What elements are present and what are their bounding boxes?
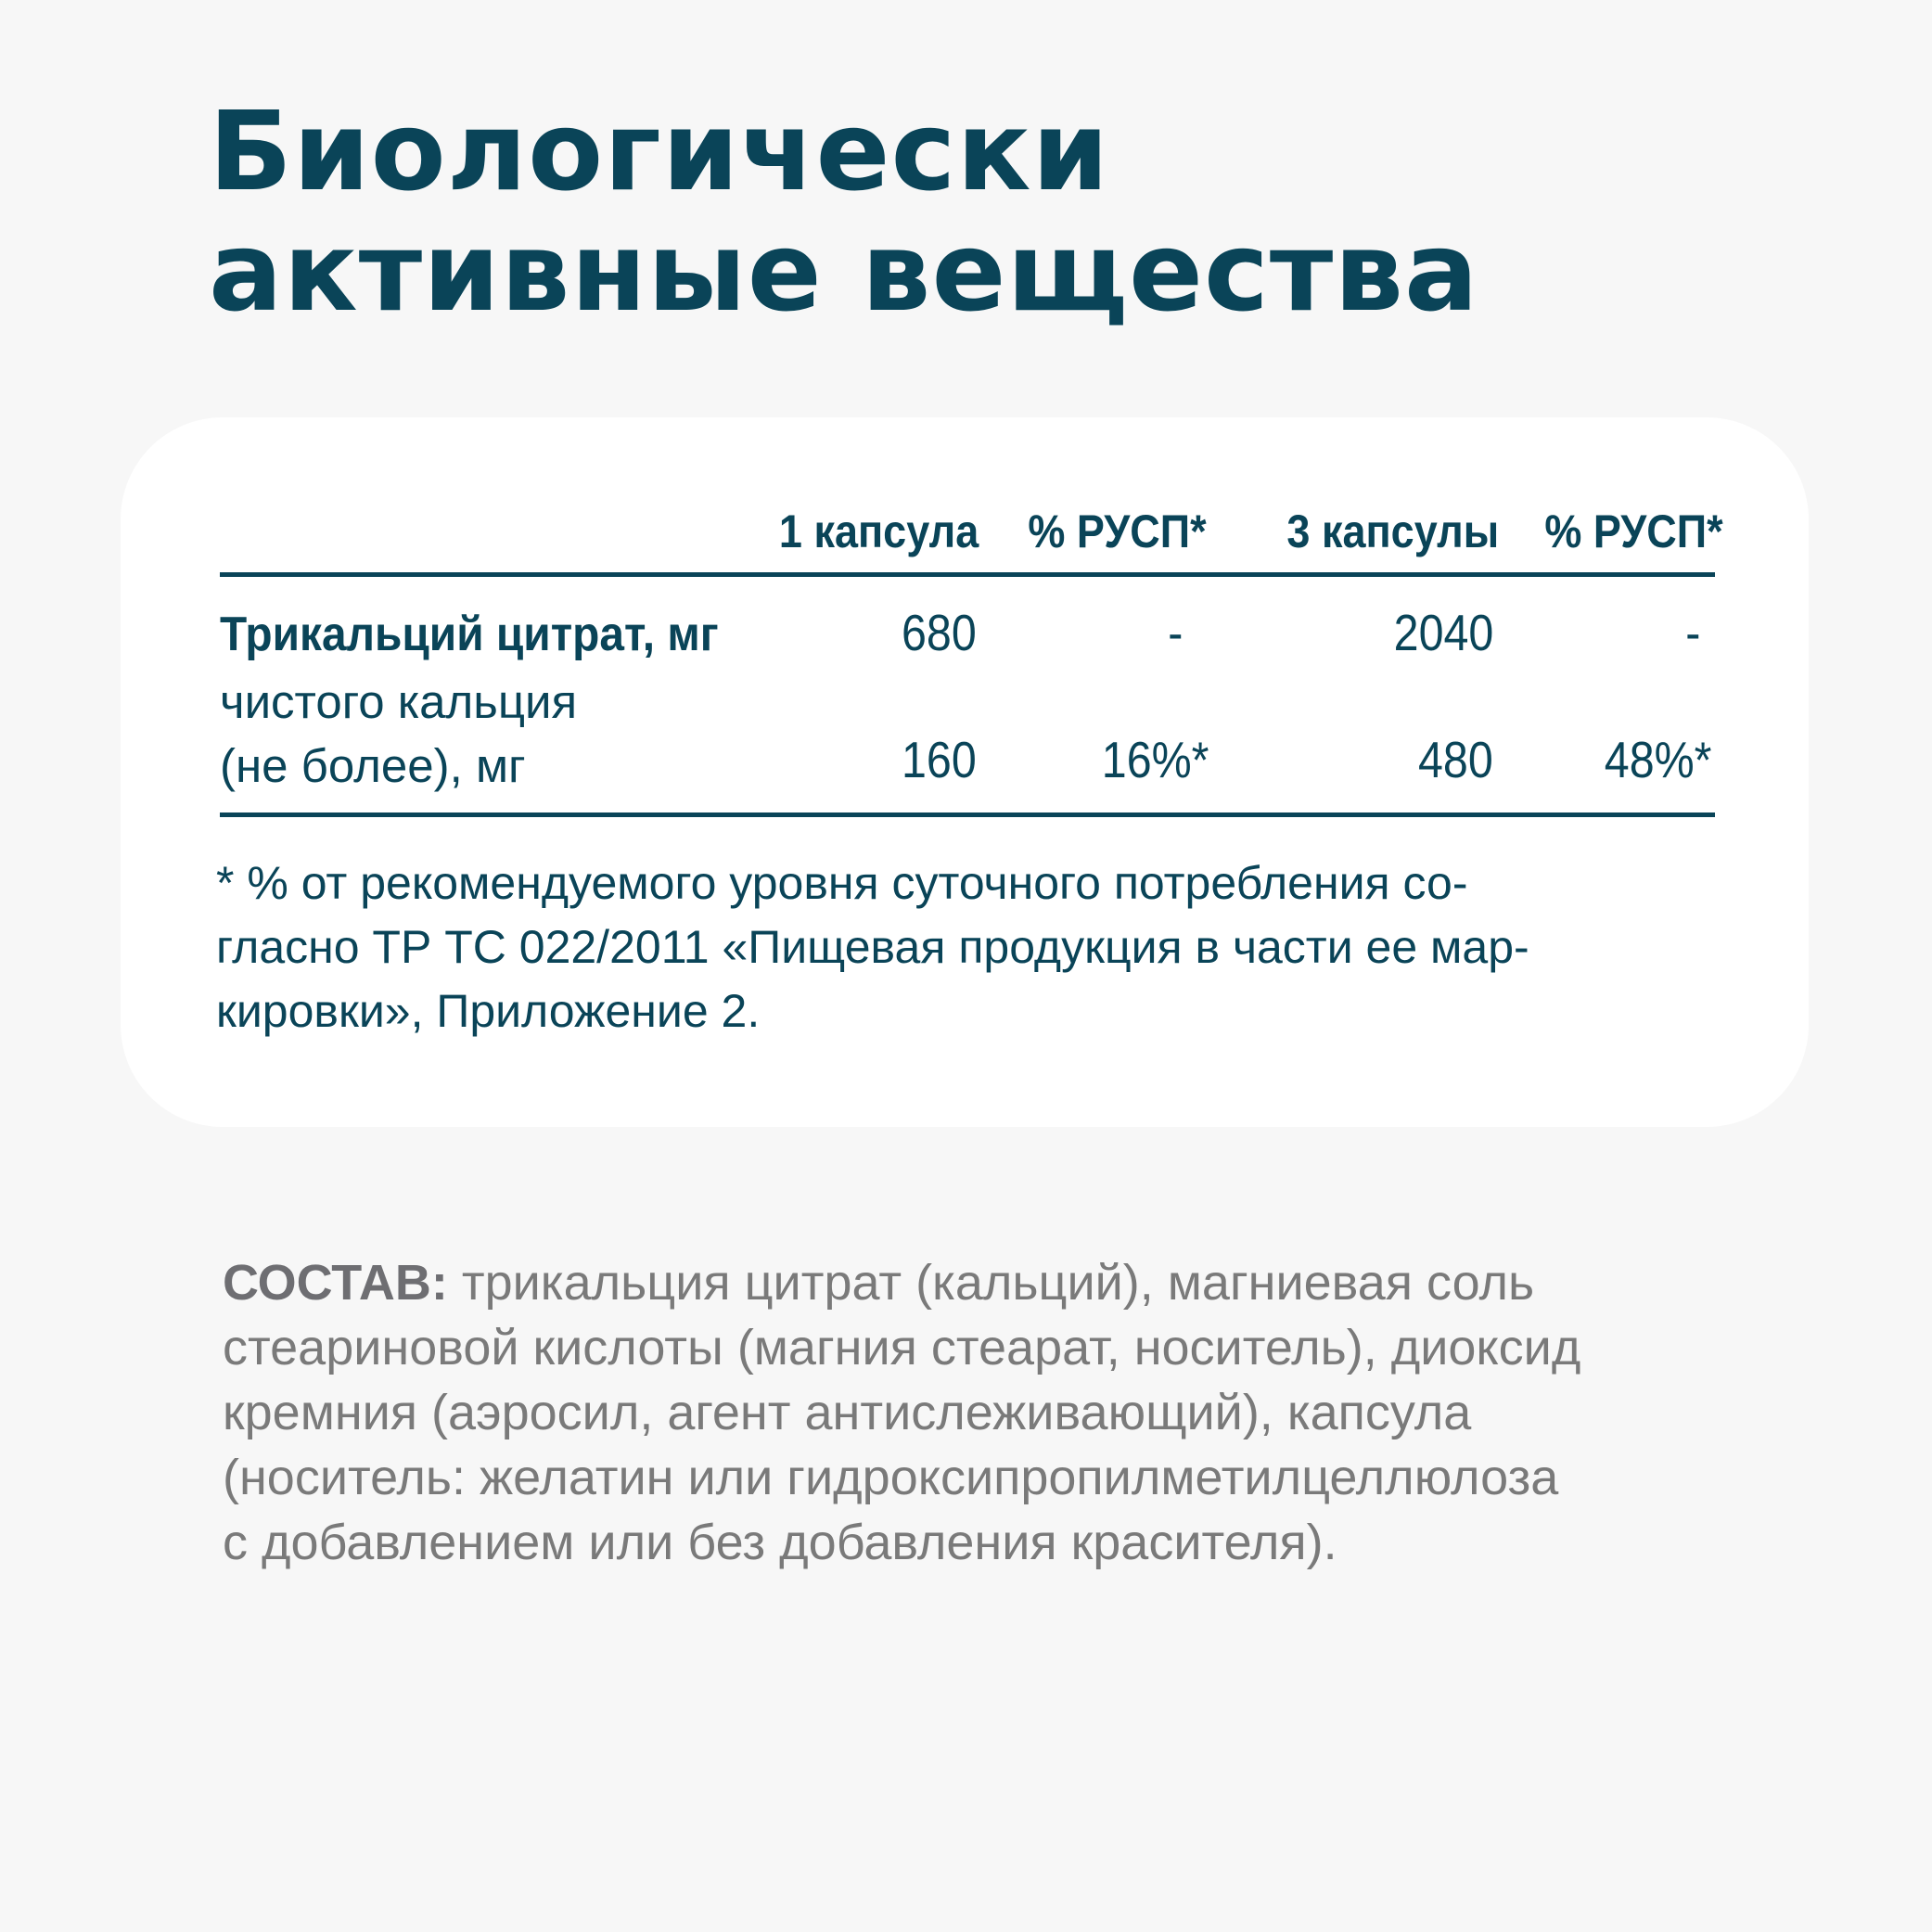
row2-one-capsule-value: 160 — [902, 731, 977, 788]
row-label-pure-calcium-line-2: (не более), мг — [220, 739, 526, 792]
composition-line-5: с добавлением или без добавления красителя). — [223, 1515, 1337, 1570]
row2-rusp-one-value: 16%* — [1101, 731, 1209, 788]
table-top-rule — [220, 572, 1715, 577]
composition-line-3: кремния (аэросил, агент антислеживающий), капсула — [223, 1385, 1472, 1440]
footnote-line-2: гласно ТР ТС 022/2011 «Пищевая продукция в части ее мар- — [216, 921, 1529, 973]
row1-one-capsule-value: 680 — [902, 604, 977, 661]
row1-three-capsules-value: 2040 — [1393, 604, 1493, 661]
row1-rusp-three-value: - — [1684, 604, 1700, 661]
header-one-capsule: 1 капсула — [778, 505, 979, 557]
composition-line-1 — [223, 1250, 1762, 1315]
row-label-pure-calcium-line-1: чистого кальция — [220, 675, 578, 728]
footnote-line-1: * % от рекомендуемого уровня суточного потребления со- — [216, 857, 1468, 909]
header-three-capsules: 3 капсулы — [1286, 505, 1499, 557]
composition-line-4: (носитель: желатин или гидроксипропилметилцеллюлоза — [223, 1450, 1559, 1505]
header-rusp-three: % РУСП* — [1544, 505, 1723, 557]
page-title-line-1: Биологически — [209, 87, 1110, 215]
rusp-footnote — [216, 851, 1737, 1043]
row2-rusp-three-value: 48%* — [1604, 731, 1711, 788]
composition-text — [223, 1250, 1762, 1575]
row2-three-capsules-value: 480 — [1418, 731, 1493, 788]
table-bottom-rule — [220, 812, 1715, 817]
composition-line-2: стеариновой кислоты (магния стеарат, носитель), диоксид — [223, 1320, 1581, 1375]
footnote-line-3: кировки», Приложение 2. — [216, 985, 761, 1037]
header-rusp-one: % РУСП* — [1028, 505, 1207, 557]
row-label-pure-calcium — [220, 670, 739, 798]
page-title — [209, 87, 1479, 336]
composition-line-1-text: трикальция цитрат (кальций), магниевая соль — [447, 1255, 1535, 1311]
page-title-line-2: активные вещества — [209, 208, 1479, 336]
composition-label: СОСТАВ: — [223, 1255, 448, 1311]
row1-rusp-one-value: - — [1167, 604, 1183, 661]
row-label-tricalcium-citrate: Трикальций цитрат, мг — [220, 608, 719, 661]
